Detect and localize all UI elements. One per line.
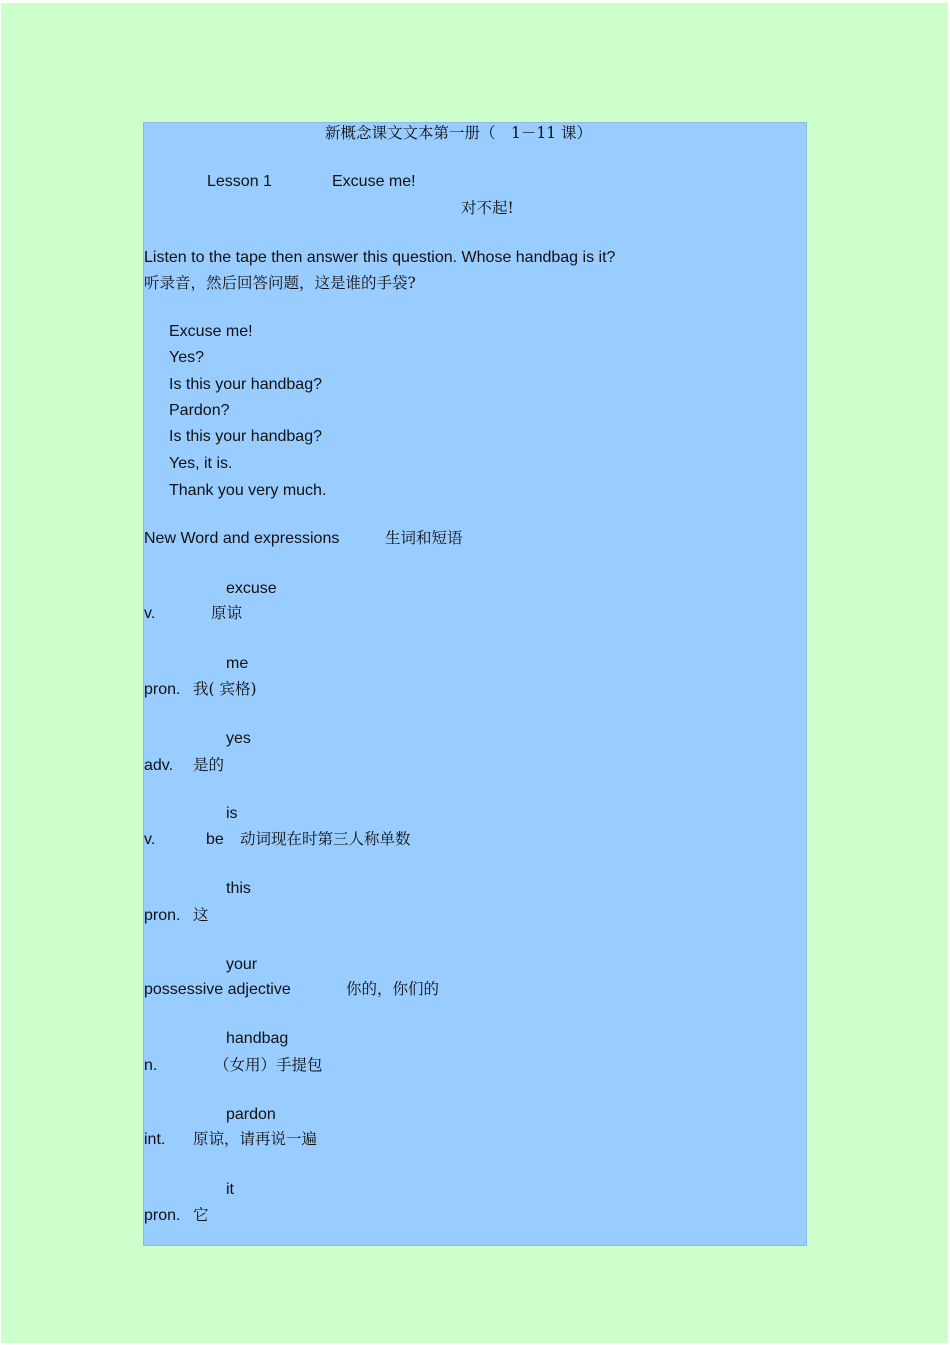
lesson-number: Lesson 1: [207, 173, 272, 190]
question-zh: 听录音，然后回答问题，这是谁的手袋?: [144, 274, 416, 292]
vocab-header-zh: 生词和短语: [385, 529, 463, 547]
page-background: [1, 3, 948, 1343]
vocab-extra: be: [206, 831, 224, 848]
content-panel: [143, 122, 807, 1246]
dialogue-line: Excuse me!: [169, 323, 253, 340]
vocab-word: your: [226, 956, 258, 973]
question-en: Listen to the tape then answer this question. Whose handbag is it?: [144, 249, 616, 266]
vocab-meaning: 原谅，请再说一遍: [193, 1130, 318, 1148]
vocab-meaning: 我( 宾格): [193, 680, 257, 698]
dialogue-line: Is this your handbag?: [169, 428, 322, 445]
vocab-meaning: 它: [193, 1206, 209, 1224]
vocab-meaning: 原谅: [211, 604, 243, 622]
vocab-meaning: （女用）手提包: [214, 1056, 323, 1074]
vocab-word: excuse: [226, 580, 277, 597]
vocab-word: pardon: [226, 1106, 276, 1123]
vocab-header-en: New Word and expressions: [144, 530, 340, 547]
vocab-word: handbag: [226, 1030, 289, 1047]
dialogue-line: Is this your handbag?: [169, 376, 322, 393]
vocab-pos: possessive adjective: [144, 981, 291, 998]
vocab-meaning: 是的: [193, 756, 225, 774]
document-title: 新概念课文文本第一册（ 1－11 课）: [325, 124, 593, 142]
vocab-pos: pron.: [144, 1207, 181, 1224]
dialogue-line: Pardon?: [169, 402, 230, 419]
vocab-meaning: 动词现在时第三人称单数: [240, 830, 411, 848]
vocab-pos: n.: [144, 1057, 158, 1074]
dialogue-line: Thank you very much.: [169, 482, 327, 499]
vocab-pos: v.: [144, 605, 156, 622]
vocab-pos: v.: [144, 831, 156, 848]
vocab-word: it: [226, 1181, 234, 1198]
vocab-pos: int.: [144, 1131, 166, 1148]
vocab-pos: adv.: [144, 757, 174, 774]
vocab-word: yes: [226, 730, 251, 747]
vocab-meaning: 你的，你们的: [346, 980, 440, 998]
vocab-word: this: [226, 880, 251, 897]
lesson-title-zh: 对不起!: [461, 199, 514, 217]
lesson-title-en: Excuse me!: [332, 173, 416, 190]
dialogue-line: Yes, it is.: [169, 455, 233, 472]
vocab-pos: pron.: [144, 681, 181, 698]
vocab-word: is: [226, 805, 238, 822]
vocab-pos: pron.: [144, 907, 181, 924]
vocab-word: me: [226, 655, 249, 672]
dialogue-line: Yes?: [169, 349, 204, 366]
vocab-meaning: 这: [193, 906, 209, 924]
